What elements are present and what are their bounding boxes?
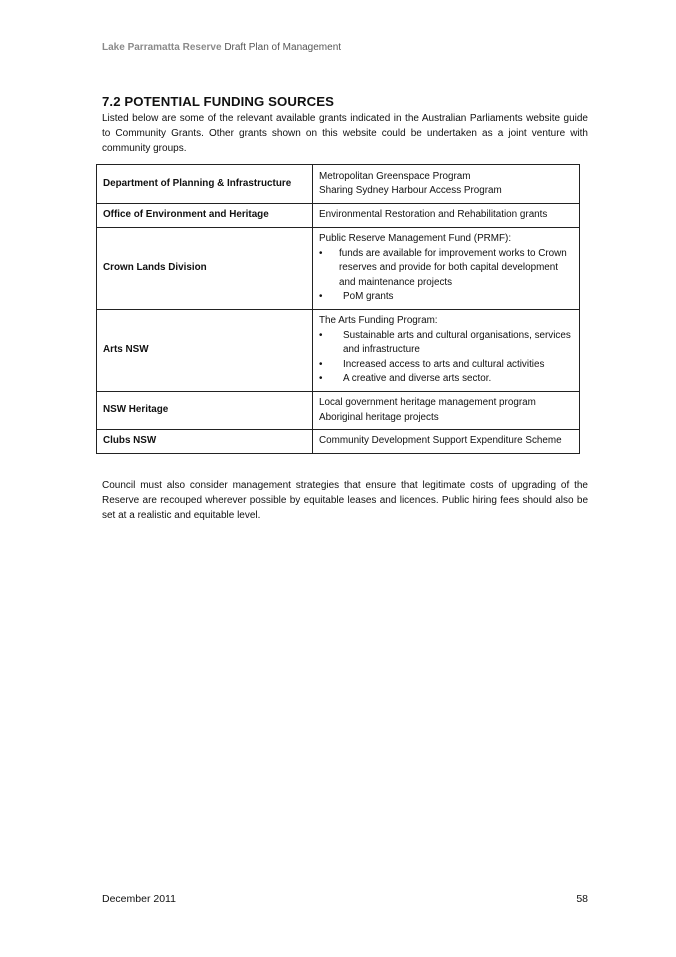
- organisation-cell: Department of Planning & Infrastructure: [97, 165, 313, 204]
- program-line: Sharing Sydney Harbour Access Program: [319, 185, 502, 196]
- program-line: Aboriginal heritage projects: [319, 411, 439, 423]
- program-cell: [313, 165, 580, 204]
- bullet-item: [319, 372, 573, 386]
- header-document-name: Draft Plan of Management: [224, 42, 342, 53]
- program-cell: [313, 430, 580, 454]
- bullet-text: funds are available for improvement works to Crown reserves and provide for both capital development and maintenance projects: [339, 247, 567, 288]
- organisation-cell: NSW Heritage: [97, 392, 313, 430]
- bullet-icon: •: [319, 373, 323, 385]
- organisation-cell: Crown Lands Division: [97, 228, 313, 310]
- table-row: [97, 310, 580, 392]
- section-title: 7.2 POTENTIAL FUNDING SOURCES: [102, 94, 335, 109]
- bullet-text: A creative and diverse arts sector.: [343, 373, 492, 385]
- program-cell: [313, 228, 580, 310]
- organisation-cell: Clubs NSW: [97, 430, 313, 454]
- intro-paragraph: Listed below are some of the relevant available grants indicated in the Australian Parliaments website guide to Community Grants. Other grants shown on this website could be undertaken as a joint venture with community groups.: [102, 113, 588, 154]
- bullet-item: [319, 329, 573, 358]
- funding-sources-table: [96, 164, 580, 454]
- page-number: 58: [576, 893, 588, 905]
- program-cell: [313, 310, 580, 392]
- bullet-item: [319, 358, 573, 372]
- program-line: Environmental Restoration and Rehabilitation grants: [319, 209, 548, 221]
- header-reserve-name: Lake Parramatta Reserve: [102, 42, 222, 53]
- program-cell: [313, 204, 580, 228]
- bullet-icon: •: [319, 329, 323, 341]
- bullet-icon: •: [319, 291, 323, 303]
- table-row: [97, 430, 580, 454]
- table-row: [97, 392, 580, 430]
- bullet-icon: •: [319, 358, 323, 370]
- closing-paragraph: Council must also consider management strategies that ensure that legitimate costs of upgrading of the Reserve are recouped wherever possible by equitable leases and licences. Public hiring fees should also be set at a realistic and equitable level.: [102, 480, 588, 521]
- bullet-text: Increased access to arts and cultural activities: [343, 358, 545, 370]
- table-row: [97, 165, 580, 204]
- program-line: The Arts Funding Program:: [319, 315, 438, 327]
- footer-date: December 2011: [102, 893, 176, 905]
- organisation-cell: Office of Environment and Heritage: [97, 204, 313, 228]
- bullet-item: [319, 247, 573, 290]
- running-header: [102, 42, 341, 53]
- table-row: [97, 228, 580, 310]
- program-line: Metropolitan Greenspace Program: [319, 170, 471, 182]
- table-row: [97, 204, 580, 228]
- bullet-icon: •: [319, 247, 323, 259]
- program-cell: [313, 392, 580, 430]
- organisation-cell: Arts NSW: [97, 310, 313, 392]
- bullet-text: PoM grants: [343, 291, 394, 303]
- bullet-text: Sustainable arts and cultural organisations, services and infrastructure: [343, 329, 571, 356]
- bullet-item: [319, 290, 573, 304]
- program-line: Community Development Support Expenditure Scheme: [319, 435, 562, 447]
- program-line: Local government heritage management program: [319, 397, 536, 409]
- program-line: Public Reserve Management Fund (PRMF):: [319, 233, 512, 245]
